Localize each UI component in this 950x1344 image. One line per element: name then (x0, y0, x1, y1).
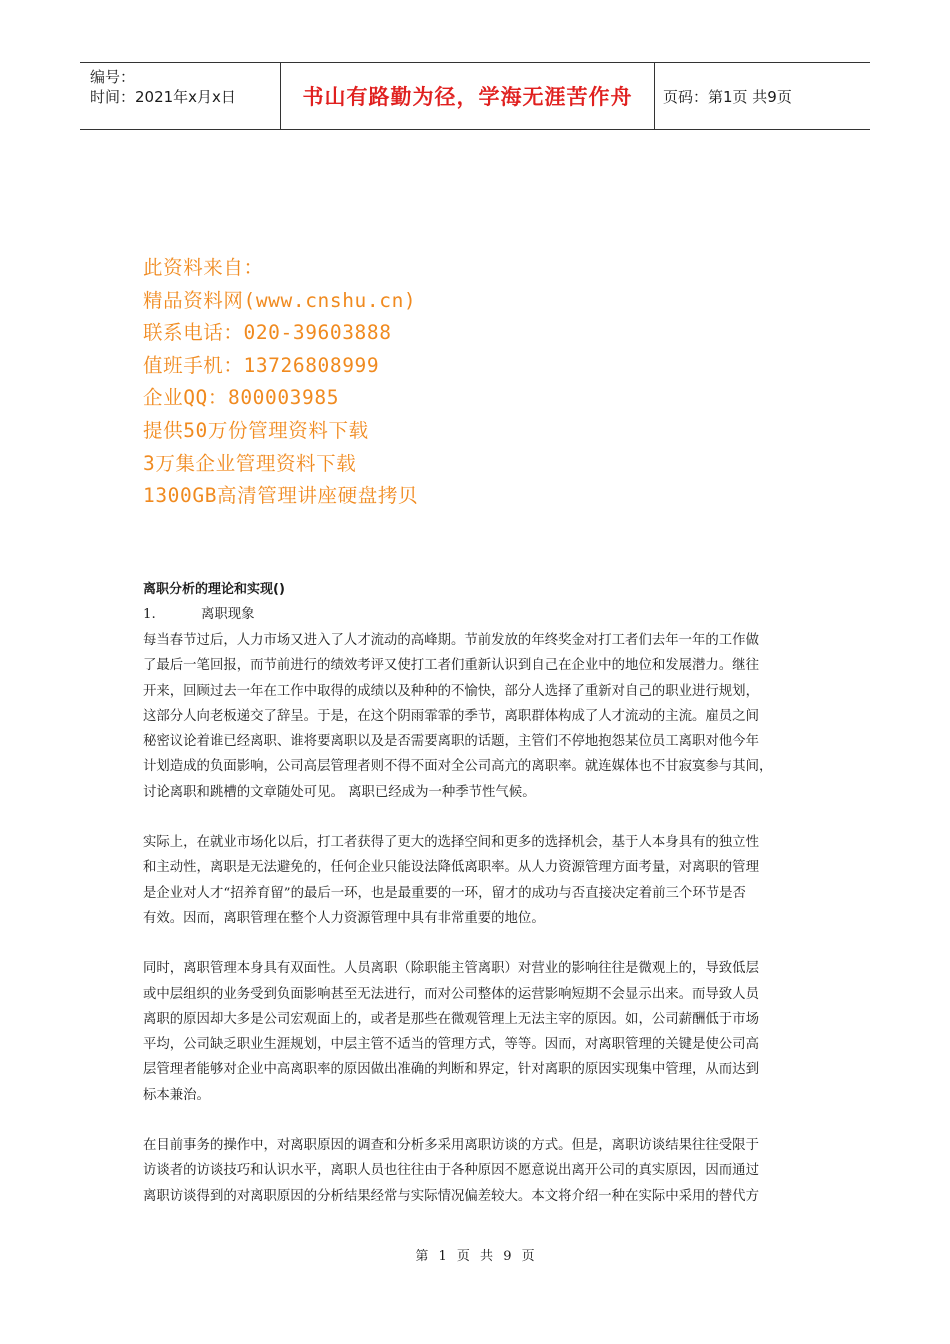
paragraph-line: 每当春节过后，人力市场又进入了人才流动的高峰期。节前发放的年终奖金对打工者们去年一年的工作做 (143, 633, 759, 648)
page-header (80, 62, 870, 130)
paragraph-line: 和主动性，离职是无法避免的，任何企业只能设法降低离职率。从人力资源管理方面考量，对离职的管理 (143, 860, 759, 876)
paragraph-line: 开来，回顾过去一年在工作中取得的成绩以及种种的不愉快，部分人选择了重新对自己的职业进行规划， (143, 683, 759, 699)
page-footer: 第 1 页 共 9 页 (415, 1249, 535, 1264)
promo-line: 值班手机：13726808999 (143, 353, 380, 377)
promo-line: 企业QQ：800003985 (143, 386, 340, 410)
article-title: 离职分析的理论和实现() (143, 582, 285, 597)
paragraph-line: 离职访谈得到的对离职原因的分析结果经常与实际情况偏差较大。本文将介绍一种在实际中采用的替代方 (143, 1188, 759, 1204)
header-meta (80, 63, 281, 129)
header-motto-cell (281, 63, 655, 129)
paragraph-2 (143, 830, 818, 931)
paragraph-line: 这部分人向老板递交了辞呈。于是，在这个阴雨霏霏的季节，离职群体构成了人才流动的主流。雇员之间 (143, 708, 759, 724)
paragraph-1 (143, 628, 818, 805)
paragraph-line: 讨论离职和跳槽的文章随处可见。 离职已经成为一种季节性气候。 (143, 784, 536, 800)
header-page-info: 页码：第1页 共9页 (663, 87, 792, 106)
article (143, 578, 818, 1209)
promo-line: 此资料来自： (143, 256, 264, 279)
paragraph-line: 或中层组织的业务受到负面影响甚至无法进行，而对公司整体的运营影响短期不会显示出来。而导致人员 (143, 986, 759, 1002)
promo-line: 联系电话：020-39603888 (143, 321, 392, 345)
paragraph-line: 实际上，在就业市场化以后，打工者获得了更大的选择空间和更多的选择机会，基于人本身具有的独立性 (143, 835, 759, 851)
paragraph-4 (143, 1133, 818, 1209)
time-label: 时间：2021年x月x日 (90, 88, 236, 106)
paragraph-line: 是企业对人才“招养育留”的最后一环，也是最重要的一环，留才的成功与否直接决定着前三个环节是否 (143, 885, 746, 901)
paragraph-3 (143, 956, 818, 1108)
paragraph-line: 秘密议论着谁已经离职、谁将要离职以及是否需要离职的话题，主管们不停地抱怨某位员工离职对他今年 (143, 734, 759, 750)
promo-line: 精品资料网(www.cnshu.cn) (143, 288, 417, 312)
paragraph-line: 层管理者能够对企业中高离职率的原因做出准确的判断和界定，针对离职的原因实现集中管理，从而达到 (143, 1062, 759, 1078)
section-title: 离职现象 (201, 607, 255, 622)
paragraph-line: 计划造成的负面影响，公司高层管理者则不得不面对全公司高亢的离职率。就连媒体也不甘寂寞参与其间， (143, 759, 773, 775)
promo-line: 3万集企业管理资料下载 (143, 451, 357, 475)
paragraph-line: 在目前事务的操作中，对离职原因的调查和分析多采用离职访谈的方式。但是，离职访谈结果往往受限于 (143, 1138, 759, 1154)
promo-line: 提供50万份管理资料下载 (143, 418, 369, 442)
paragraph-line: 平均，公司缺乏职业生涯规划，中层主管不适当的管理方式，等等。因而，对离职管理的关键是使公司高 (143, 1037, 759, 1053)
number-label: 编号： (90, 68, 136, 86)
paragraph-line: 了最后一笔回报，而节前进行的绩效考评又使打工者们重新认识到自己在企业中的地位和发展潜力。继往 (143, 658, 759, 674)
promo-block (143, 252, 418, 513)
section-number: 1. (143, 607, 156, 622)
paragraph-line: 同时，离职管理本身具有双面性。人员离职（除职能主管离职）对营业的影响往往是微观上的，导致低层 (143, 961, 759, 977)
section-heading (143, 602, 818, 628)
header-motto: 书山有路勤为径，学海无涯苦作舟 (302, 85, 633, 109)
promo-line: 1300GB高清管理讲座硬盘拷贝 (143, 484, 419, 508)
paragraph-line: 离职的原因却大多是公司宏观面上的，或者是那些在微观管理上无法主宰的原因。如，公司薪酬低于市场 (143, 1011, 759, 1027)
paragraph-line: 有效。因而，离职管理在整个人力资源管理中具有非常重要的地位。 (143, 910, 545, 926)
paragraph-line: 访谈者的访谈技巧和认识水平，离职人员也往往由于各种原因不愿意说出离开公司的真实原因，因而通过 (143, 1163, 759, 1179)
paragraph-line: 标本兼治。 (143, 1087, 210, 1103)
